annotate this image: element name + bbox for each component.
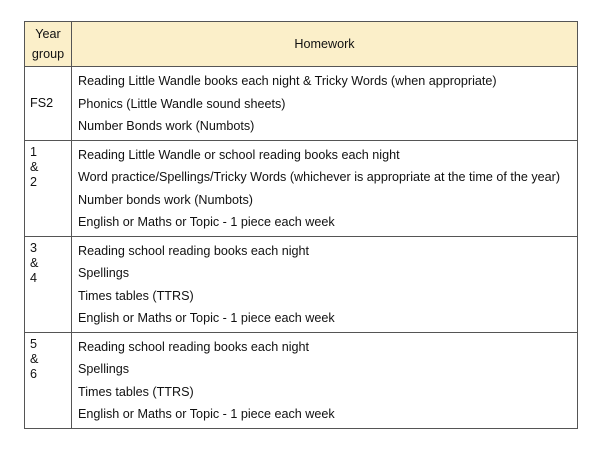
table-row xyxy=(25,67,578,141)
homework-item: English or Maths or Topic - 1 piece each week xyxy=(78,311,335,325)
homework-item: Reading Little Wandle or school reading books each night xyxy=(78,147,400,162)
year-group-header: Year group xyxy=(25,22,72,67)
homework-item: Number Bonds work (Numbots) xyxy=(78,119,255,133)
homework-cell xyxy=(72,140,578,236)
table-row xyxy=(25,332,578,428)
homework-item: Word practice/Spellings/Tricky Words (whichever is appropriate at the time of the year) xyxy=(78,170,561,184)
homework-item: English or Maths or Topic - 1 piece each week xyxy=(78,215,335,229)
homework-item: Reading school reading books each night xyxy=(78,339,310,354)
homework-item: Reading school reading books each night xyxy=(78,243,310,258)
homework-item: Reading Little Wandle books each night & Tricky Words (when appropriate) xyxy=(78,74,497,88)
homework-item: Spellings xyxy=(78,266,130,280)
homework-cell xyxy=(72,67,578,141)
homework-cell xyxy=(72,236,578,332)
homework-item: Spellings xyxy=(78,362,130,376)
table-row xyxy=(25,140,578,236)
header-row xyxy=(25,22,578,67)
homework-item: Times tables (TTRS) xyxy=(78,288,194,303)
homework-cell xyxy=(72,332,578,428)
homework-item: Number bonds work (Numbots) xyxy=(78,192,253,207)
homework-item: Phonics (Little Wandle sound sheets) xyxy=(78,96,286,111)
homework-header: Homework xyxy=(72,22,578,67)
homework-item: English or Maths or Topic - 1 piece each week xyxy=(78,407,335,421)
table-row xyxy=(25,236,578,332)
year-group-cell: 5 & 6 xyxy=(25,332,72,428)
year-group-cell: FS2 xyxy=(25,67,72,141)
homework-item: Times tables (TTRS) xyxy=(78,384,194,399)
year-group-cell: 1 & 2 xyxy=(25,140,72,236)
homework-table xyxy=(24,21,578,429)
year-group-cell: 3 & 4 xyxy=(25,236,72,332)
